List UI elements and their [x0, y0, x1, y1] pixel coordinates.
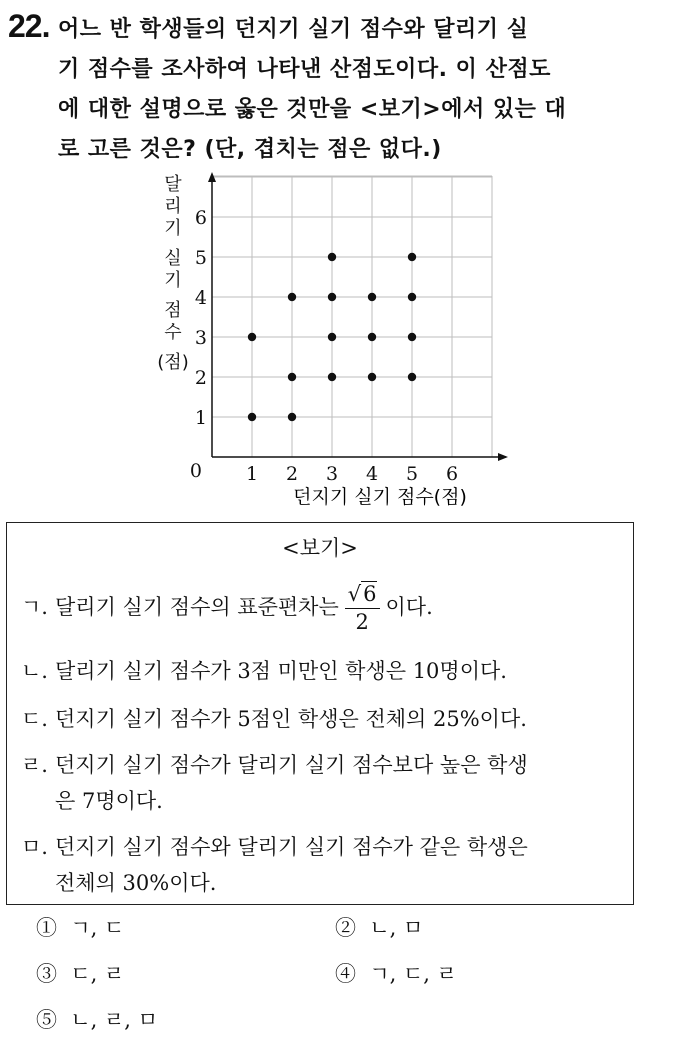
scatter-point — [328, 253, 336, 261]
sqrt-radicand: 6 — [363, 582, 377, 606]
y-tick-label: 6 — [194, 207, 207, 229]
choice-1[interactable] — [36, 912, 124, 942]
x-tick-label: 5 — [405, 463, 419, 485]
bogi-mark-4: ㄹ. — [21, 753, 48, 777]
x-axis-label: 던지기 실기 점수(점) — [293, 486, 467, 508]
scatter-point — [328, 293, 336, 301]
scatter-point — [408, 253, 416, 261]
choice-2-text: ㄴ, ㅁ — [369, 916, 424, 940]
scatter-point — [328, 373, 336, 381]
bogi-mark-1: ㄱ. — [21, 595, 48, 620]
bogi-item-5-line-1: 던지기 실기 점수와 달리기 실기 점수가 같은 학생은 — [55, 835, 528, 859]
bogi-item-4-cont: 은 7명이다. — [55, 789, 163, 813]
scatter-point — [408, 293, 416, 301]
scatter-plot — [140, 172, 510, 512]
bogi-item-4-line-1: 던지기 실기 점수가 달리기 실기 점수보다 높은 학생 — [55, 753, 528, 777]
y-axis-label-char: 리 — [164, 196, 182, 217]
y-axis-label-char: 기 — [164, 270, 182, 291]
bogi-item-1-text: 달리기 실기 점수의 표준편차는 — [55, 595, 339, 620]
choice-1-text: ㄱ, ㄷ — [70, 916, 125, 940]
bogi-item-2 — [21, 655, 507, 685]
choice-2-number: ② — [335, 916, 356, 940]
question-line-2: 기 점수를 조사하여 나타낸 산점도이다. 이 산점도 — [58, 57, 551, 82]
question-line-3: 에 대한 설명으로 옳은 것만을 <보기>에서 있는 대 — [58, 97, 567, 122]
question-number: 22. — [8, 8, 50, 44]
y-axis-label-char: 실 — [164, 248, 182, 269]
choice-3[interactable] — [36, 958, 124, 988]
scatter-point — [328, 333, 336, 341]
y-tick-label: 2 — [194, 367, 207, 389]
y-axis-label — [157, 174, 188, 373]
y-tick-label: 3 — [194, 327, 207, 349]
y-axis-label-char: (점) — [157, 352, 189, 373]
choice-5-number: ⑤ — [36, 1008, 57, 1032]
bogi-mark-5: ㅁ. — [21, 835, 48, 859]
x-tick-label: 2 — [285, 463, 299, 485]
scatter-point — [368, 293, 376, 301]
choice-4[interactable] — [335, 958, 457, 988]
scatter-point — [408, 333, 416, 341]
origin-label: 0 — [189, 460, 202, 482]
scatter-point — [248, 413, 256, 421]
bogi-item-1-suffix: 이다. — [385, 595, 433, 620]
bogi-item-5 — [21, 831, 528, 861]
x-tick-label: 4 — [365, 463, 379, 485]
bogi-item-1 — [21, 583, 433, 634]
bogi-item-5-cont: 전체의 30%이다. — [55, 871, 217, 895]
x-tick-label: 6 — [445, 463, 459, 485]
scatter-point — [368, 373, 376, 381]
bogi-mark-2: ㄴ. — [21, 659, 48, 683]
x-tick-label: 3 — [325, 463, 339, 485]
choice-5-text: ㄴ, ㄹ, ㅁ — [70, 1008, 158, 1032]
choice-1-number: ① — [36, 916, 57, 940]
y-axis-label-char: 수 — [164, 322, 182, 343]
scatter-point — [288, 293, 296, 301]
y-axis-label-char: 기 — [164, 218, 182, 239]
question-line-1: 어느 반 학생들의 던지기 실기 점수와 달리기 실 — [58, 17, 529, 42]
x-tick-label: 1 — [245, 463, 259, 485]
x-axis-arrow — [498, 453, 508, 461]
choice-4-text: ㄱ, ㄷ, ㄹ — [369, 962, 457, 986]
question-line-4: 로 고른 것은? (단, 겹치는 점은 없다.) — [58, 137, 442, 162]
choice-2[interactable] — [335, 912, 423, 942]
scatter-point — [288, 373, 296, 381]
bogi-item-3 — [21, 703, 527, 733]
y-axis-label-char: 점 — [164, 300, 182, 321]
scatter-point — [368, 333, 376, 341]
y-tick-label: 1 — [194, 407, 207, 429]
choice-4-number: ④ — [335, 962, 356, 986]
fraction-denominator: 2 — [355, 610, 369, 635]
chart-tick-labels — [190, 207, 458, 485]
bogi-item-3-text: 던지기 실기 점수가 5점인 학생은 전체의 25%이다. — [55, 707, 527, 731]
scatter-point — [288, 413, 296, 421]
bogi-item-2-text: 달리기 실기 점수가 3점 미만인 학생은 10명이다. — [55, 659, 507, 683]
scatter-point — [408, 373, 416, 381]
bogi-item-4 — [21, 749, 528, 779]
choice-3-number: ③ — [36, 962, 57, 986]
scatter-point — [248, 333, 256, 341]
bogi-title: <보기> — [282, 536, 358, 560]
choice-5[interactable] — [36, 1004, 158, 1034]
choice-3-text: ㄷ, ㄹ — [70, 962, 125, 986]
bogi-mark-3: ㄷ. — [21, 707, 48, 731]
bogi-box — [6, 522, 634, 905]
sqrt-fraction: $\frac{√6}{2}$ — [345, 583, 380, 634]
y-tick-label: 4 — [194, 287, 207, 309]
y-tick-label: 5 — [194, 247, 207, 269]
y-axis-label-char: 달 — [164, 174, 182, 195]
